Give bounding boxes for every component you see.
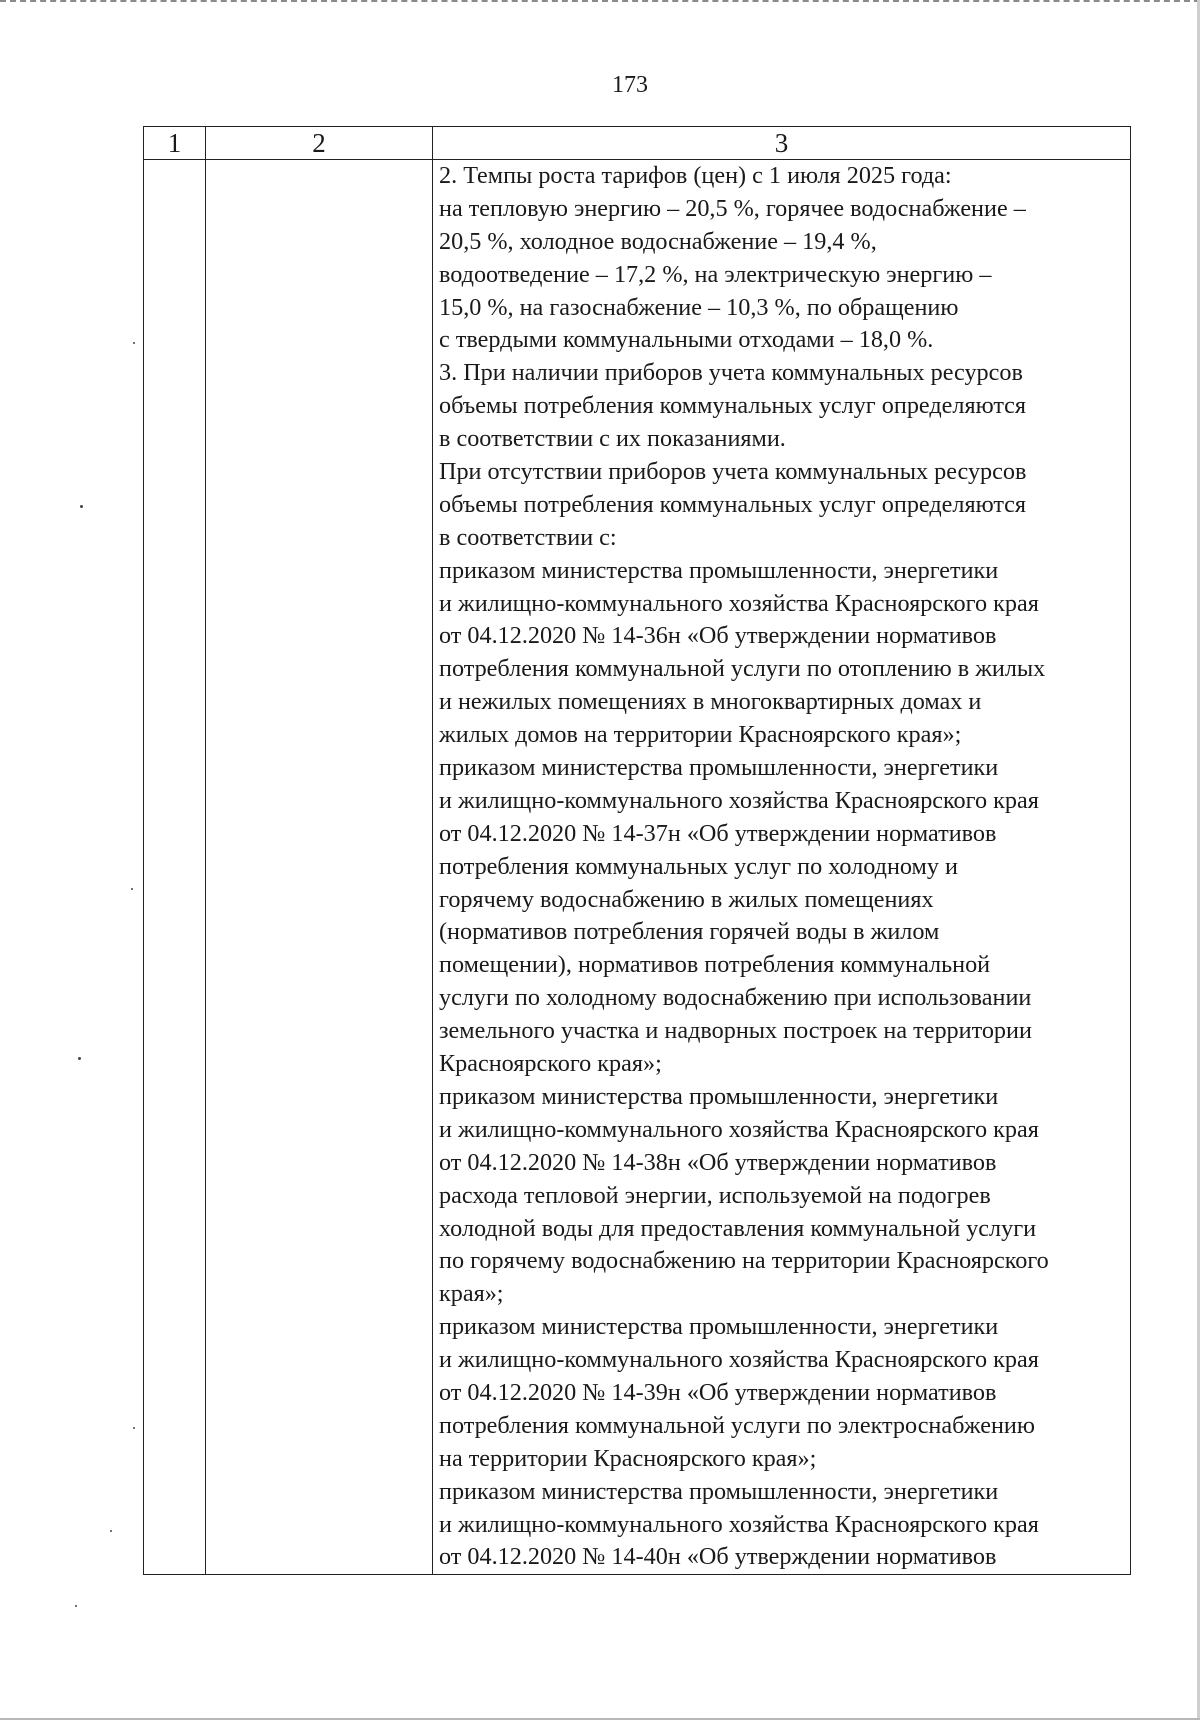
text-line: от 04.12.2020 № 14-36н «Об утверждении нормативов [439, 622, 997, 650]
text-line: жилых домов на территории Красноярского края»; [439, 721, 962, 749]
document-table [143, 126, 1131, 1575]
scan-speck [110, 1530, 112, 1532]
scan-bottom-edge [0, 1715, 1200, 1720]
text-line: и нежилых помещениях в многоквартирных домах и [439, 688, 982, 716]
scan-speck [80, 505, 83, 508]
column-header-2: 2 [206, 127, 433, 160]
text-line: края»; [439, 1280, 504, 1308]
scan-top-edge [0, 0, 1200, 5]
scan-speck [133, 1427, 135, 1429]
cell-col-1 [144, 160, 206, 1575]
text-line: расхода тепловой энергии, используемой на подогрев [439, 1181, 991, 1209]
text-line: помещении), нормативов потребления коммунальной [439, 951, 991, 979]
text-line: от 04.12.2020 № 14-37н «Об утверждении нормативов [439, 819, 997, 847]
text-line: потребления коммунальной услуги по отоплению в жилых [439, 655, 1046, 683]
text-line: на территории Красноярского края»; [439, 1444, 817, 1472]
text-line: и жилищно-коммунального хозяйства Красноярского края [439, 1346, 1039, 1374]
text-line: объемы потребления коммунальных услуг определяются [439, 392, 1027, 420]
text-line: приказом министерства промышленности, энергетики [439, 754, 999, 782]
text-line: приказом министерства промышленности, энергетики [439, 1082, 999, 1110]
text-line: и жилищно-коммунального хозяйства Красноярского края [439, 1510, 1039, 1538]
cell-col-2 [206, 160, 433, 1575]
text-line: от 04.12.2020 № 14-38н «Об утверждении нормативов [439, 1148, 997, 1176]
text-line: При отсутствии приборов учета коммунальных ресурсов [439, 458, 1027, 486]
scan-speck [78, 1057, 81, 1060]
text-line: приказом министерства промышленности, энергетики [439, 1313, 999, 1341]
text-line: от 04.12.2020 № 14-39н «Об утверждении нормативов [439, 1378, 997, 1406]
text-line: горячему водоснабжению в жилых помещениях [439, 885, 934, 913]
text-line: потребления коммунальной услуги по электроснабжению [439, 1411, 1035, 1439]
scan-speck [131, 888, 133, 890]
page-number: 173 [612, 72, 648, 98]
text-line: холодной воды для предоставления коммунальной услуги [439, 1214, 1037, 1242]
table-header-row [144, 127, 1131, 160]
text-line: с твердыми коммунальными отходами – 18,0 %. [439, 326, 934, 354]
cell-col-3 [433, 160, 1131, 1575]
text-line: в соответствии с: [439, 523, 617, 551]
text-line: земельного участка и надворных построек на территории [439, 1017, 1032, 1045]
text-line: 20,5 %, холодное водоснабжение – 19,4 %, [439, 227, 877, 255]
scan-speck [133, 342, 135, 344]
column-header-1: 1 [144, 127, 206, 160]
text-line: (нормативов потребления горячей воды в жилом [439, 918, 940, 946]
text-line: потребления коммунальных услуг по холодному и [439, 852, 958, 880]
text-line: на тепловую энергию – 20,5 %, горячее водоснабжение – [439, 194, 1026, 222]
text-line: 15,0 %, на газоснабжение – 10,3 %, по обращению [439, 293, 959, 321]
text-line: и жилищно-коммунального хозяйства Красноярского края [439, 589, 1039, 617]
text-line: приказом министерства промышленности, энергетики [439, 556, 999, 584]
text-line: объемы потребления коммунальных услуг определяются [439, 490, 1027, 518]
text-line: и жилищно-коммунального хозяйства Красноярского края [439, 1115, 1039, 1143]
table-row [144, 160, 1131, 1575]
text-line: от 04.12.2020 № 14-40н «Об утверждении нормативов [439, 1543, 997, 1571]
text-line: услуги по холодному водоснабжению при использовании [439, 984, 1032, 1012]
text-line: по горячему водоснабжению на территории Красноярского [439, 1247, 1049, 1275]
text-line: в соответствии с их показаниями. [439, 425, 786, 453]
text-line: 3. При наличии приборов учета коммунальных ресурсов [439, 359, 1023, 387]
scan-speck [75, 1605, 77, 1607]
text-line: 2. Темпы роста тарифов (цен) с 1 июля 2025 года: [439, 162, 952, 189]
text-line: и жилищно-коммунального хозяйства Красноярского края [439, 786, 1039, 814]
column-header-3: 3 [433, 127, 1131, 160]
text-line: водоотведение – 17,2 %, на электрическую энергию – [439, 260, 992, 288]
text-line: приказом министерства промышленности, энергетики [439, 1477, 999, 1505]
text-line: Красноярского края»; [439, 1050, 662, 1078]
